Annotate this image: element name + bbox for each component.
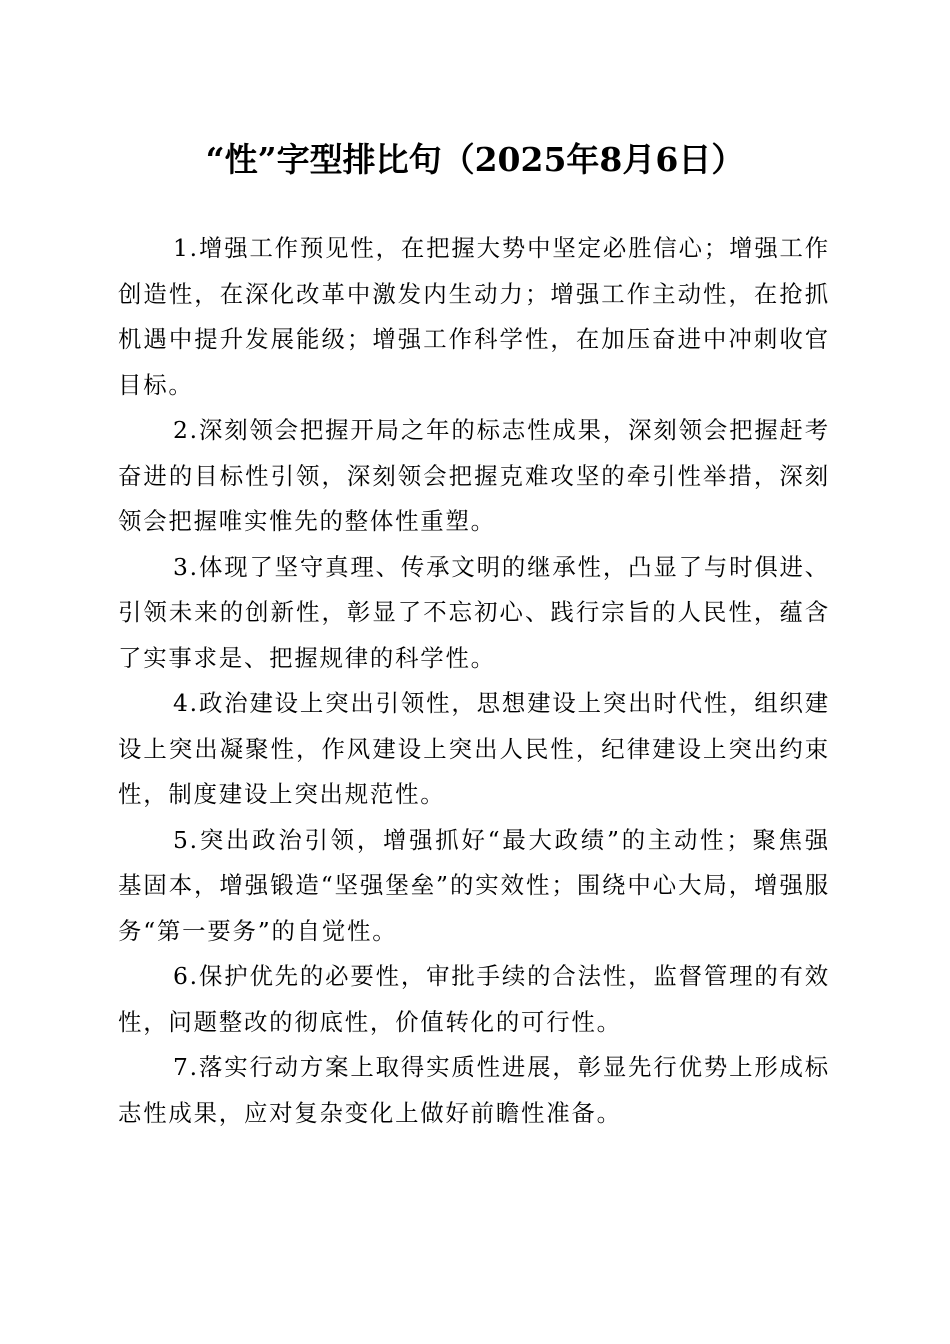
paragraph-6: 6.保护优先的必要性，审批手续的合法性，监督管理的有效性，问题整改的彻底性，价值转化的可行性。: [118, 962, 830, 1036]
paragraph-1: 1.增强工作预见性，在把握大势中坚定必胜信心；增强工作创造性，在深化改革中激发内生动力；增强工作主动性，在抢抓机遇中提升发展能级；增强工作科学性，在加压奋进中冲刺收官目标。: [118, 234, 830, 399]
paragraph-7: 7.落实行动方案上取得实质性进展，彰显先行优势上形成标志性成果，应对复杂变化上做好前瞻性准备。: [118, 1053, 830, 1127]
document-body: [118, 226, 830, 1136]
paragraph-2: 2.深刻领会把握开局之年的标志性成果，深刻领会把握赶考奋进的目标性引领，深刻领会把握克难攻坚的牵引性举措，深刻领会把握唯实惟先的整体性重塑。: [118, 416, 830, 535]
paragraph-3: 3.体现了坚守真理、传承文明的继承性，凸显了与时俱进、引领未来的创新性，彰显了不忘初心、践行宗旨的人民性，蕴含了实事求是、把握规律的科学性。: [118, 552, 830, 672]
document-title: “性”字型排比句（2025年8月6日）: [205, 140, 745, 179]
paragraph-4: 4.政治建设上突出引领性，思想建设上突出时代性，组织建设上突出凝聚性，作风建设上突出人民性，纪律建设上突出约束性，制度建设上突出规范性。: [118, 689, 830, 808]
paragraph-5: 5.突出政治引领，增强抓好“最大政绩”的主动性；聚焦强基固本，增强锻造“坚强堡垒”的实效性；围绕中心大局，增强服务“第一要务”的自觉性。: [118, 825, 830, 945]
